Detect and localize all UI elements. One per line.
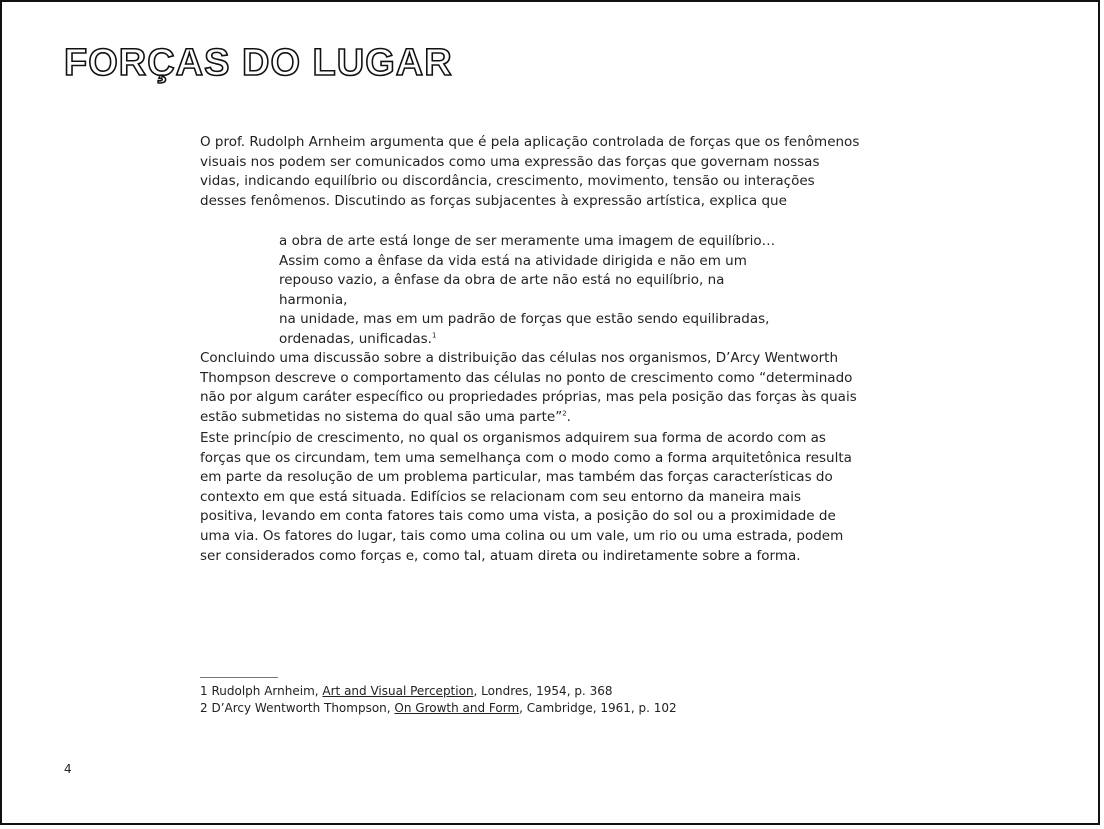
- quote-line: na unidade, mas em um padrão de forças que estão sendo equilibradas,: [279, 311, 770, 328]
- footnote-number: 2: [200, 701, 208, 715]
- footnote-ref-1: 1: [431, 331, 437, 340]
- paragraph-thompson-text: Concluindo uma discussão sobre a distribuição das células nos organismos, D’Arcy Wentworth Thompson descreve o comportamento das células no ponto de crescimento como “determinado não por algum caráter específico ou propriedades próprias, mas pela posição das forças às quais estão submetidas no sistema do qual são uma parte”: [200, 350, 857, 425]
- quote-line: a obra de arte está longe de ser meramente uma imagem de equilíbrio…: [279, 233, 776, 249]
- footnote-1: [200, 683, 677, 700]
- quote-line-text: ordenadas, unificadas.: [279, 330, 432, 347]
- block-quote: [279, 232, 779, 350]
- footnote-details: , Londres, 1954, p. 368: [473, 684, 613, 698]
- paragraph-thompson: [200, 349, 860, 427]
- footnote-book-title: Art and Visual Perception: [322, 684, 474, 698]
- quote-line: Assim como a ênfase da vida está na atividade dirigida e não em um: [279, 252, 747, 269]
- paragraph-thompson-end: .: [566, 408, 571, 425]
- paragraph-growth: Este princípio de crescimento, no qual os organismos adquirem sua forma de acordo com as forças que os circundam, tem uma semelhança com o modo como a forma arquitetônica resulta em parte da resolução de um problema particular, mas também das forças características do contexto em que está situada. Edifícios se relacionam com seu entorno da maneira mais positiva, levando em conta fatores tais como uma vista, a posição do sol ou a proximidade de uma via. Os fatores do lugar, tais como uma colina ou um vale, um rio ou uma estrada, podem ser considerados como forças e, como tal, atuam direta ou indiretamente sobre a forma.: [200, 430, 852, 564]
- footnote-details: , Cambridge, 1961, p. 102: [519, 701, 677, 715]
- quote-line-last: [279, 330, 779, 350]
- footnote-divider: [200, 677, 278, 678]
- footnote-author: D’Arcy Wentworth Thompson,: [211, 701, 391, 715]
- footnote-ref-2: 2: [562, 409, 567, 418]
- quote-line: repouso vazio, a ênfase da obra de arte não está no equilíbrio, na harmonia,: [279, 272, 725, 308]
- footnotes: [200, 683, 677, 717]
- footnote-author: Rudolph Arnheim,: [211, 684, 319, 698]
- footnote-book-title: On Growth and Form: [394, 701, 520, 715]
- footnote-2: [200, 700, 677, 717]
- page-number: 4: [64, 762, 72, 776]
- footnote-number: 1: [200, 684, 208, 698]
- paragraph-intro: O prof. Rudolph Arnheim argumenta que é pela aplicação controlada de forças que os fenômenos visuais nos podem ser comunicados como uma expressão das forças que governam nossas vidas, indicando equilíbrio ou discordância, crescimento, movimento, tensão ou interações desses fenômenos. Discutindo as forças subjacentes à expressão artística, explica que: [200, 134, 860, 209]
- page-title: FORÇAS DO LUGAR: [64, 42, 453, 84]
